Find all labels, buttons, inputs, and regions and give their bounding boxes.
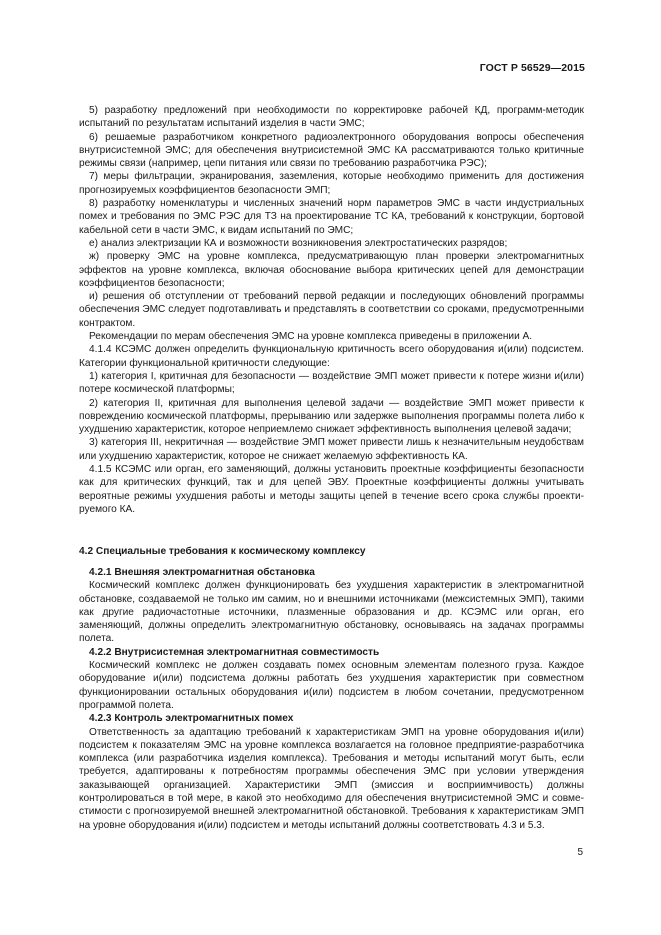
subsection-heading: 4.2.1 Внешняя электромагнитная обстановка: [89, 567, 315, 578]
paragraph: 4.1.4 КСЭМС должен определить функциональную критичность всего оборудования и(или) подсистем. Категории функциональной критичности следующие:: [79, 344, 584, 369]
paragraph: 1) категория I, критичная для безопасности — воздействие ЭМП может привести к потере жизни и(или) потере космической платформы;: [79, 370, 584, 396]
paragraph: и) решения об отступлении от требований первой редакции и последующих обновлений программы обеспечения ЭМС следует подготавливать и представлять в соответствии со сроками, предусмотренными контрактом.: [79, 291, 584, 329]
subsection-heading: 4.2.2 Внутрисистемная электромагнитная совместимость: [89, 646, 380, 658]
paragraph: 5) разработку предложений при необходимости по корректировке рабочей КД, программ-методик испытаний по результатам испытаний изделия в части ЭМС;: [79, 105, 584, 130]
section-heading: 4.2 Специальные требования к космическому комплексу: [79, 546, 366, 557]
paragraph: 8) разработку номенклатуры и численных значений норм параметров ЭМС в части индустриальных помех и требования по ЭМС РЭС для ТЗ на проектирование ТС КА, требований к конструкции, бортовой кабельной сети в части ЭМС, к видам испытаний по ЭМС;: [79, 198, 584, 236]
paragraph: Космический комплекс должен функционировать без ухудшения характеристик в электромагнитной обстановке, создаваемой не только им самим, но и внешними источниками (межсистемных ЭМП), такими как другие радиочастотные источники, плазменные образования и др. КСЭМС или орган, его заменяющий, должны определить электромагнитную обстановку, основываясь на задачах программы полета.: [79, 580, 584, 645]
body-block-1: [79, 104, 584, 516]
paragraph: ж) проверку ЭМС на уровне комплекса, предусматривающую план проверки электромагнитных эффектов на уровне комплекса, включая обоснование выбора критических цепей для демонстрации коэффициентов безопасности;: [79, 251, 584, 289]
paragraph: Ответственность за адаптацию требований к характеристикам ЭМП на уровне оборудования и(или) подсистем к показателям ЭМС на уровне комплекса возлагается на головное предприятие-разработчика комплекса (или разработчика изделия комплекса). Требования и методы испытаний могут быть, если требуется, адаптированы к потребностям программы обеспечения ЭМС при условии утверждения заказывающей организацией. Характеристики ЭМП (эмиссия и восприимчивость) должны контролироваться в той мере, в какой это необходимо для обеспечения внутрисистемной ЭМС и совместимости с прогнозируемой внешней электромагнитной обстановкой. Требования к характеристикам ЭМП на уровне оборудования и(или) подсистем и методы испытаний должны соответствовать 4.3 и 5.3.: [79, 726, 584, 831]
paragraph: 4.1.5 КСЭМС или орган, его заменяющий, должны установить проектные коэффициенты безопасности как для критических функций, так и для цепей ЭВУ. Проектные коэффициенты должны учитывать вероятные режимы ухудшения работы и методы защиты цепей в течение всего срока службы проектируемого КА.: [79, 464, 584, 515]
section-4-2-1: [79, 566, 584, 832]
paragraph: е) анализ электризации КА и возможности возникновения электростатических разрядов;: [89, 237, 508, 249]
section-4-2: [79, 545, 584, 558]
page-number: 5: [577, 847, 583, 858]
paragraph: Рекомендации по мерам обеспечения ЭМС на уровне комплекса приведены в приложении А.: [89, 331, 533, 343]
paragraph: 7) меры фильтрации, экранирования, заземления, которые необходимо применить для достижения прогнозируемых коэффициентов безопасности ЭМП;: [79, 171, 584, 196]
paragraph: 6) решаемые разработчиком конкретного радиоэлектронного оборудования вопросы обеспечения внутрисистемной ЭМС; для обеспечения внутрисистемной ЭМС КА рассматриваются только критичные режимы связи (например, цепи питания или связи по требованию разработчика РЭС);: [79, 131, 584, 170]
paragraph: Космический комплекс не должен создавать помех основным элементам полезного груза. Каждое оборудование и(или) подсистема должны работать без ухудшения характеристик при совместном функционировании остальных оборудования и(или) подсистем в любом сочетании, предусмотренном программой полета.: [79, 660, 584, 711]
paragraph: 3) категория III, некритичная — воздействие ЭМП может привести лишь к незначительным неудобствам или ухудшению характеристик, которое не снижает желаемую эффективность КА.: [79, 437, 584, 462]
paragraph: 2) категория II, критичная для выполнения целевой задачи — воздействие ЭМП может привести к повреждению космической платформы, прерыванию или задержке выполнения программы полета либо к ухудшению характеристик, которое неприемлемо снижает эффективность выполнения целевой задачи;: [79, 397, 584, 436]
document-id-header: ГОСТ Р 56529—2015: [479, 62, 585, 74]
subsection-heading: 4.2.3 Контроль электромагнитных помех: [89, 713, 294, 725]
